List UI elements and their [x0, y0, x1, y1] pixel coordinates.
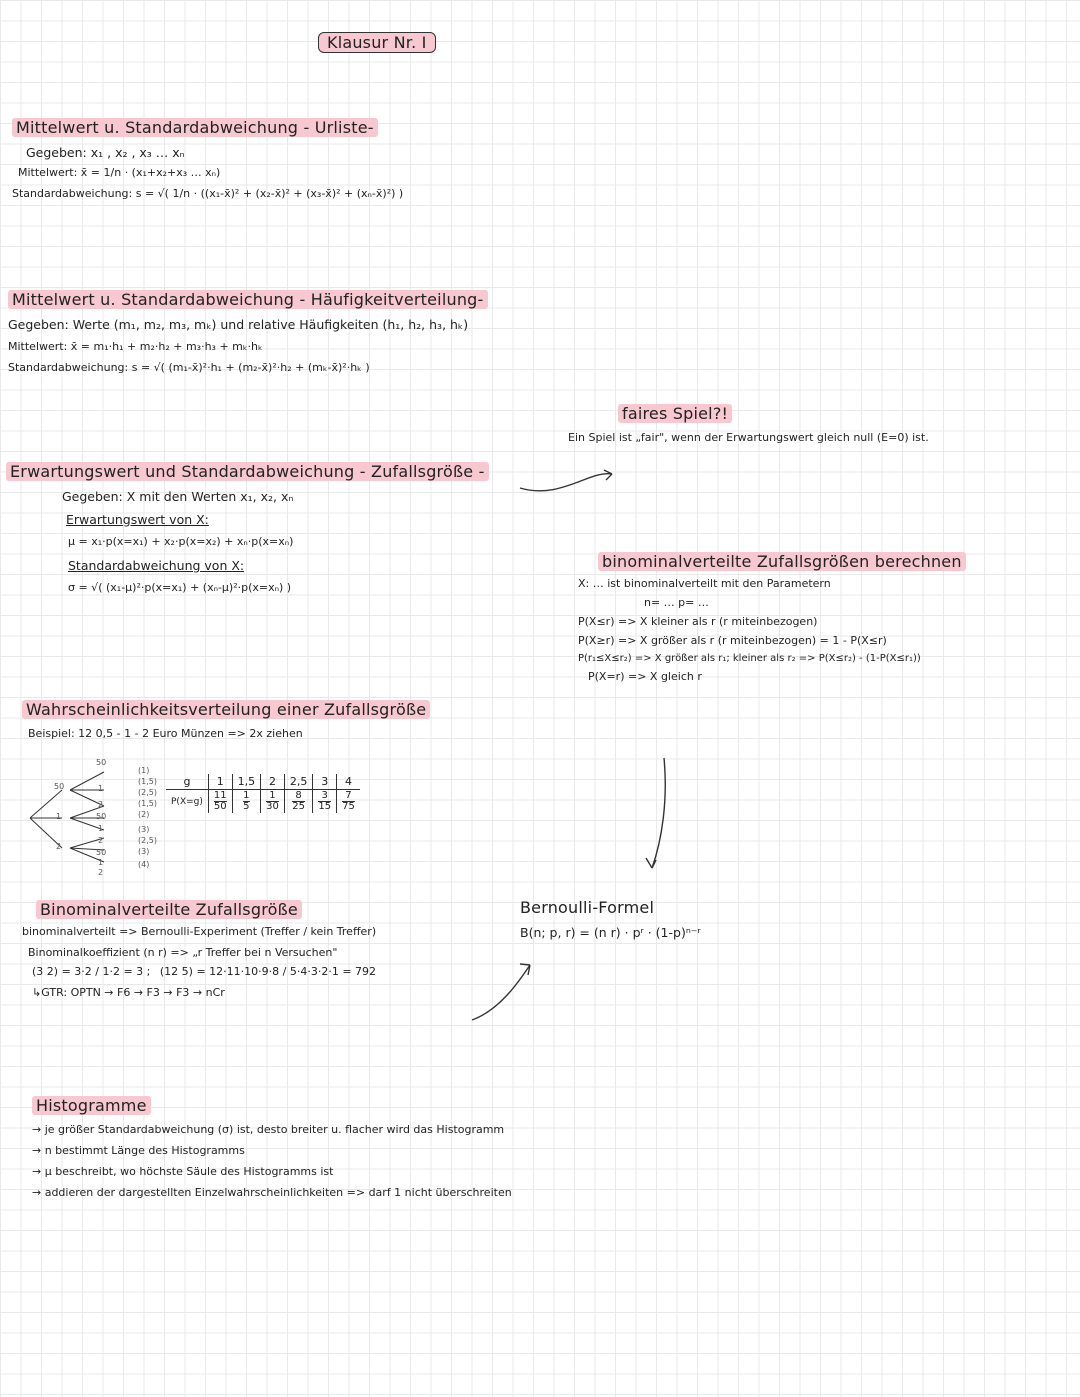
binom-line: P(r₁≤X≤r₂) => X größer als r₁; kleiner als r₂ => P(X≤r₂) - (1-P(X≤r₁)) — [578, 653, 921, 664]
tree-outcome: (2) — [138, 810, 150, 819]
section-heading: Binominalverteilte Zufallsgröße — [36, 900, 302, 919]
page-title: Klausur Nr. I — [318, 32, 436, 53]
ew-formula: μ = x₁·p(x=x₁) + x₂·p(x=x₂) + xₙ·p(x=xₙ) — [68, 535, 294, 548]
binom-line: P(X≤r) => X kleiner als r (r miteinbezogen) — [578, 615, 818, 628]
tree-branch-label: 50 — [96, 848, 107, 857]
section-binomial — [22, 900, 376, 999]
binomial-example: (12 5) = 12·11·10·9·8 / 5·4·3·2·1 = 792 — [159, 965, 377, 978]
table-cell: 4 — [337, 774, 360, 790]
tree-branch-label: 1 — [98, 824, 104, 833]
tree-branch-label: 1 — [98, 784, 104, 793]
given-line: Gegeben: Werte (m₁, m₂, m₃, mₖ) und relative Häufigkeiten (h₁, h₂, h₃, hₖ) — [8, 317, 469, 332]
tree-branch-label: 1 — [56, 812, 62, 821]
tree-outcome: (2,5) — [138, 788, 157, 797]
tree-outcome: (1) — [138, 766, 150, 775]
std-formula: Standardabweichung: s = √( 1/n · ((x₁-x̄)² + (x₂-x̄)² + (x₃-x̄)² + (xₙ-x̄)²) ) — [12, 187, 404, 200]
list-item: → μ beschreibt, wo höchste Säule des Histogramms ist — [32, 1165, 334, 1178]
table-cell: $\frac{1}{5}$ — [232, 790, 261, 814]
tree-outcome: (2,5) — [138, 836, 157, 845]
list-item: → addieren der dargestellten Einzelwahrscheinlichkeiten => darf 1 nicht überschreiten — [32, 1186, 512, 1199]
tree-branch-label: 2 — [98, 836, 104, 845]
binom-line: P(X=r) => X gleich r — [588, 670, 702, 683]
section-heading: binominalverteilte Zufallsgrößen berechnen — [598, 552, 966, 571]
tree-branch-label: 1 — [98, 858, 104, 867]
table-cell: $\frac{3}{15}$ — [313, 790, 337, 814]
table-cell: 2 — [261, 774, 285, 790]
section-heading: Bernoulli-Formel — [520, 898, 655, 917]
section-heading: Wahrscheinlichkeitsverteilung einer Zufallsgröße — [22, 700, 430, 719]
table-cell: 1,5 — [232, 774, 261, 790]
binom-line: P(X≥r) => X größer als r (r miteinbezogen) = 1 - P(X≤r) — [578, 634, 887, 647]
binomial-line: Binominalkoeffizient (n r) => „r Treffer bei n Versuchen" — [28, 946, 338, 959]
tree-branch-label: 50 — [96, 812, 107, 821]
table-cell: $\frac{7}{75}$ — [337, 790, 360, 814]
sd-formula: σ = √( (x₁-μ)²·p(x=x₁) + (xₙ-μ)²·p(x=xₙ) ) — [68, 581, 292, 594]
section-heading: Mittelwert u. Standardabweichung - Häufigkeitverteilung- — [8, 290, 488, 309]
section-heading: faires Spiel?! — [618, 404, 732, 423]
example-line: Beispiel: 12 0,5 - 1 - 2 Euro Münzen => 2x ziehen — [28, 727, 303, 740]
binomial-example: (3 2) = 3·2 / 1·2 = 3 ; — [32, 965, 151, 978]
list-item: → je größer Standardabweichung (σ) ist, desto breiter u. flacher wird das Histogramm — [32, 1123, 505, 1136]
tree-branch-label: 2 — [98, 868, 104, 877]
binomial-line: binominalverteilt => Bernoulli-Experiment (Treffer / kein Treffer) — [22, 925, 377, 938]
table-header: P(X=g) — [171, 796, 203, 807]
binom-line: X: … ist binominalverteilt mit den Parametern — [578, 577, 831, 590]
tree-outcome: (1,5) — [138, 777, 157, 786]
tree-branch-label: 2 — [98, 800, 104, 809]
binom-line: n= … p= … — [644, 596, 709, 609]
section-heading: Mittelwert u. Standardabweichung - Urliste- — [12, 118, 378, 137]
given-line: Gegeben: x₁ , x₂ , x₃ … xₙ — [26, 145, 185, 160]
std-formula: Standardabweichung: s = √( (m₁-x̄)²·h₁ + (m₂-x̄)²·h₂ + (mₖ-x̄)²·hₖ ) — [8, 361, 370, 374]
tree-branch-label: 50 — [96, 758, 107, 767]
mean-formula: Mittelwert: x̄ = 1/n · (x₁+x₂+x₃ … xₙ) — [18, 166, 221, 179]
distribution-table — [166, 774, 360, 813]
tree-branch-label: 2 — [56, 842, 62, 851]
tree-branch-label: 50 — [54, 782, 65, 791]
table-cell: $\frac{1}{30}$ — [261, 790, 285, 814]
section-heading: Histogramme — [32, 1096, 151, 1115]
ew-label: Erwartungswert von X: — [66, 512, 209, 527]
mean-formula: Mittelwert: x̄ = m₁·h₁ + m₂·h₂ + m₃·h₃ + mₖ·hₖ — [8, 340, 263, 353]
tree-outcome: (3) — [138, 847, 150, 856]
table-cell: 3 — [313, 774, 337, 790]
fair-definition: Ein Spiel ist „fair", wenn der Erwartungswert gleich null (E=0) ist. — [568, 431, 929, 444]
table-cell: 1 — [208, 774, 232, 790]
tree-outcome: (4) — [138, 860, 150, 869]
tree-outcome: (1,5) — [138, 799, 157, 808]
list-item: → n bestimmt Länge des Histogramms — [32, 1144, 245, 1157]
section-histogramme — [32, 1096, 512, 1199]
tree-outcome: (3) — [138, 825, 150, 834]
table-header: g — [166, 774, 208, 790]
section-bernoulli — [520, 898, 701, 940]
table-cell: $\frac{11}{50}$ — [208, 790, 232, 814]
gtr-hint: ↳GTR: OPTN → F6 → F3 → F3 → nCr — [32, 986, 225, 999]
bernoulli-formula: B(n; p, r) = (n r) · pʳ · (1-p)ⁿ⁻ʳ — [520, 925, 701, 940]
given-line: Gegeben: X mit den Werten x₁, x₂, xₙ — [62, 489, 294, 504]
section-heading: Erwartungswert und Standardabweichung - Zufallsgröße - — [6, 462, 489, 481]
table-cell: $\frac{8}{25}$ — [284, 790, 313, 814]
table-cell: 2,5 — [284, 774, 313, 790]
sd-label: Standardabweichung von X: — [68, 558, 245, 573]
